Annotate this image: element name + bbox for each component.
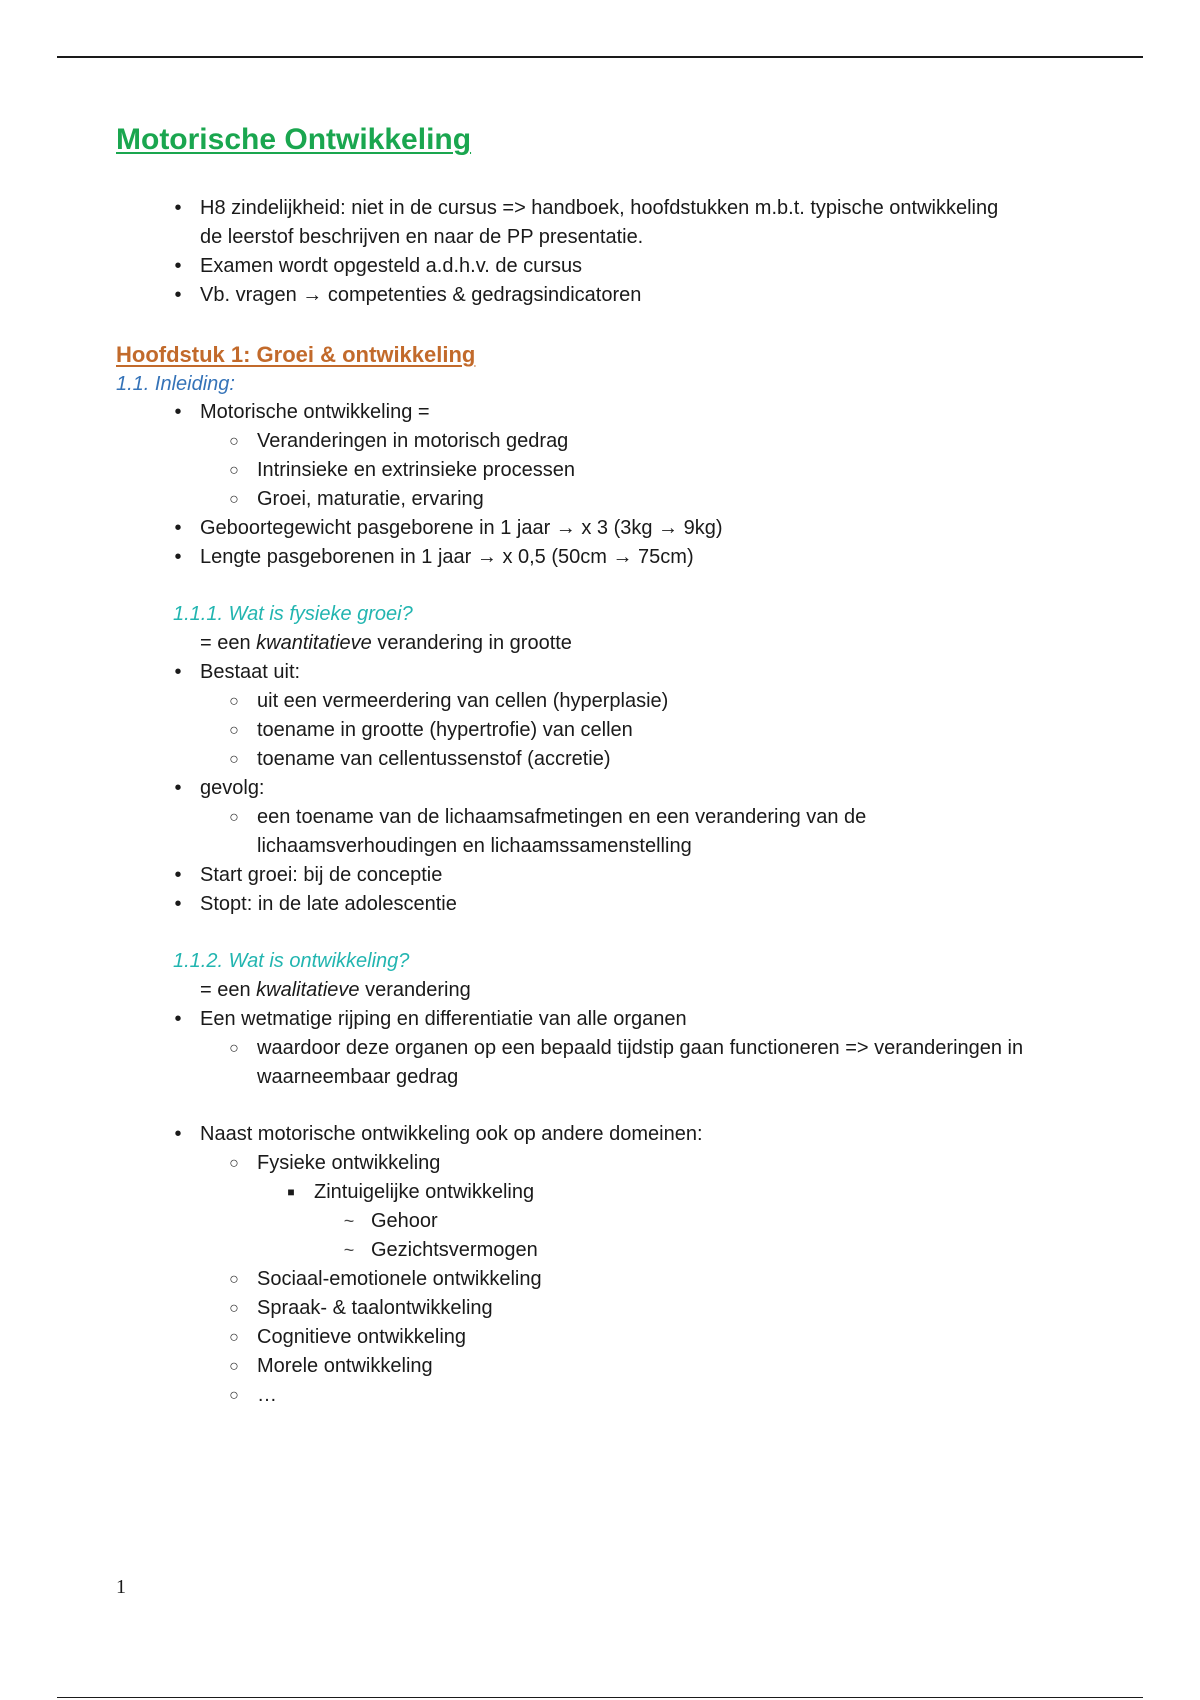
- list-item: ○ toename in grootte (hypertrofie) van cellen: [116, 716, 1096, 745]
- list-item: • Stopt: in de late adolescentie: [116, 890, 1096, 919]
- list-item: • Bestaat uit:: [116, 658, 1096, 687]
- bullet-icon: •: [174, 777, 182, 799]
- document-title: Motorische Ontwikkeling: [116, 123, 472, 156]
- circle-bullet-icon: ○: [229, 693, 239, 710]
- circle-bullet-icon: ○: [229, 1329, 239, 1346]
- subsection-heading: 1.1.2. Wat is ontwikkeling?: [173, 950, 410, 972]
- list-item: ○ Veranderingen in motorisch gedrag: [116, 427, 1096, 456]
- circle-bullet-icon: ○: [229, 491, 239, 508]
- list-item: ○ Spraak- & taalontwikkeling: [116, 1294, 1096, 1323]
- bullet-icon: •: [174, 284, 182, 306]
- bullet-icon: •: [174, 1008, 182, 1030]
- circle-bullet-icon: ○: [229, 1155, 239, 1172]
- list-item: ○ Intrinsieke en extrinsieke processen: [116, 456, 1096, 485]
- list-item: ○ waardoor deze organen op een bepaald tijdstip gaan functioneren => veranderingen in waarneembaar gedrag: [116, 1034, 1097, 1092]
- header-rule: [57, 56, 1143, 58]
- circle-bullet-icon: ○: [229, 1358, 239, 1375]
- intro-list: [116, 194, 1096, 310]
- list-item: ○ toename van cellentussenstof (accretie): [116, 745, 1096, 774]
- list-item: ~ Gehoor: [116, 1207, 1096, 1236]
- list-item: ○ Morele ontwikkeling: [116, 1352, 1096, 1381]
- list-item: ○ een toename van de lichaamsafmetingen en een verandering van de lichaamsverhoudingen en lichaamssamenstelling: [116, 803, 957, 861]
- circle-bullet-icon: ○: [229, 722, 239, 739]
- circle-bullet-icon: ○: [229, 462, 239, 479]
- list-item: ○ Fysieke ontwikkeling: [116, 1149, 1096, 1178]
- chapter-heading: Hoofdstuk 1: Groei & ontwikkeling: [116, 342, 476, 367]
- subsection-heading: 1.1.1. Wat is fysieke groei?: [173, 603, 413, 625]
- bullet-icon: •: [174, 401, 182, 423]
- list-item: • Start groei: bij de conceptie: [116, 861, 1096, 890]
- square-bullet-icon: ■: [287, 1185, 295, 1199]
- tilde-bullet-icon: ~: [343, 1240, 355, 1260]
- list-item: ■ Zintuigelijke ontwikkeling: [116, 1178, 1096, 1207]
- circle-bullet-icon: ○: [229, 1040, 239, 1057]
- list-item: • Geboortegewicht pasgeborene in 1 jaar → x 3 (3kg → 9kg): [116, 514, 1096, 543]
- document-body: [116, 112, 1096, 1410]
- circle-bullet-icon: ○: [229, 751, 239, 768]
- circle-bullet-icon: ○: [229, 1387, 239, 1404]
- circle-bullet-icon: ○: [229, 1271, 239, 1288]
- list-item: ○ Sociaal-emotionele ontwikkeling: [116, 1265, 1096, 1294]
- definition-line: = een kwantitatieve verandering in grootte: [200, 632, 572, 654]
- bullet-icon: •: [174, 255, 182, 277]
- bullet-icon: •: [174, 517, 182, 539]
- bullet-icon: •: [174, 864, 182, 886]
- list-item: ○ uit een vermeerdering van cellen (hyperplasie): [116, 687, 1096, 716]
- list-item: ○ …: [116, 1381, 1096, 1410]
- bullet-icon: •: [174, 546, 182, 568]
- bullet-icon: •: [174, 1123, 182, 1145]
- list-item: • H8 zindelijkheid: niet in de cursus => handboek, hoofdstukken m.b.t. typische ontwikkeling de leerstof beschrijven en naar de PP presentatie.: [116, 194, 1010, 252]
- list-item: ~ Gezichtsvermogen: [116, 1236, 1096, 1265]
- list-item: • Vb. vragen → competenties & gedragsindicatoren: [116, 281, 1096, 310]
- circle-bullet-icon: ○: [229, 809, 239, 826]
- list-item: • Een wetmatige rijping en differentiatie van alle organen: [116, 1005, 1096, 1034]
- circle-bullet-icon: ○: [229, 433, 239, 450]
- circle-bullet-icon: ○: [229, 1300, 239, 1317]
- footer-rule: [57, 1697, 1143, 1698]
- section-heading: 1.1. Inleiding:: [116, 373, 235, 395]
- list-item: • Examen wordt opgesteld a.d.h.v. de cursus: [116, 252, 1096, 281]
- list-item: ○ Cognitieve ontwikkeling: [116, 1323, 1096, 1352]
- definition-line: = een kwalitatieve verandering: [200, 979, 471, 1001]
- page-number: 1: [116, 1576, 126, 1598]
- list-item: • Motorische ontwikkeling =: [116, 398, 1096, 427]
- bullet-icon: •: [174, 197, 182, 219]
- list-item: • Lengte pasgeborenen in 1 jaar → x 0,5 (50cm → 75cm): [116, 543, 1096, 572]
- list-item: • Naast motorische ontwikkeling ook op andere domeinen:: [116, 1120, 1096, 1149]
- tilde-bullet-icon: ~: [343, 1211, 355, 1231]
- bullet-icon: •: [174, 893, 182, 915]
- list-item: ○ Groei, maturatie, ervaring: [116, 485, 1096, 514]
- spacer: [116, 1092, 1096, 1120]
- list-item: • gevolg:: [116, 774, 1096, 803]
- bullet-icon: •: [174, 661, 182, 683]
